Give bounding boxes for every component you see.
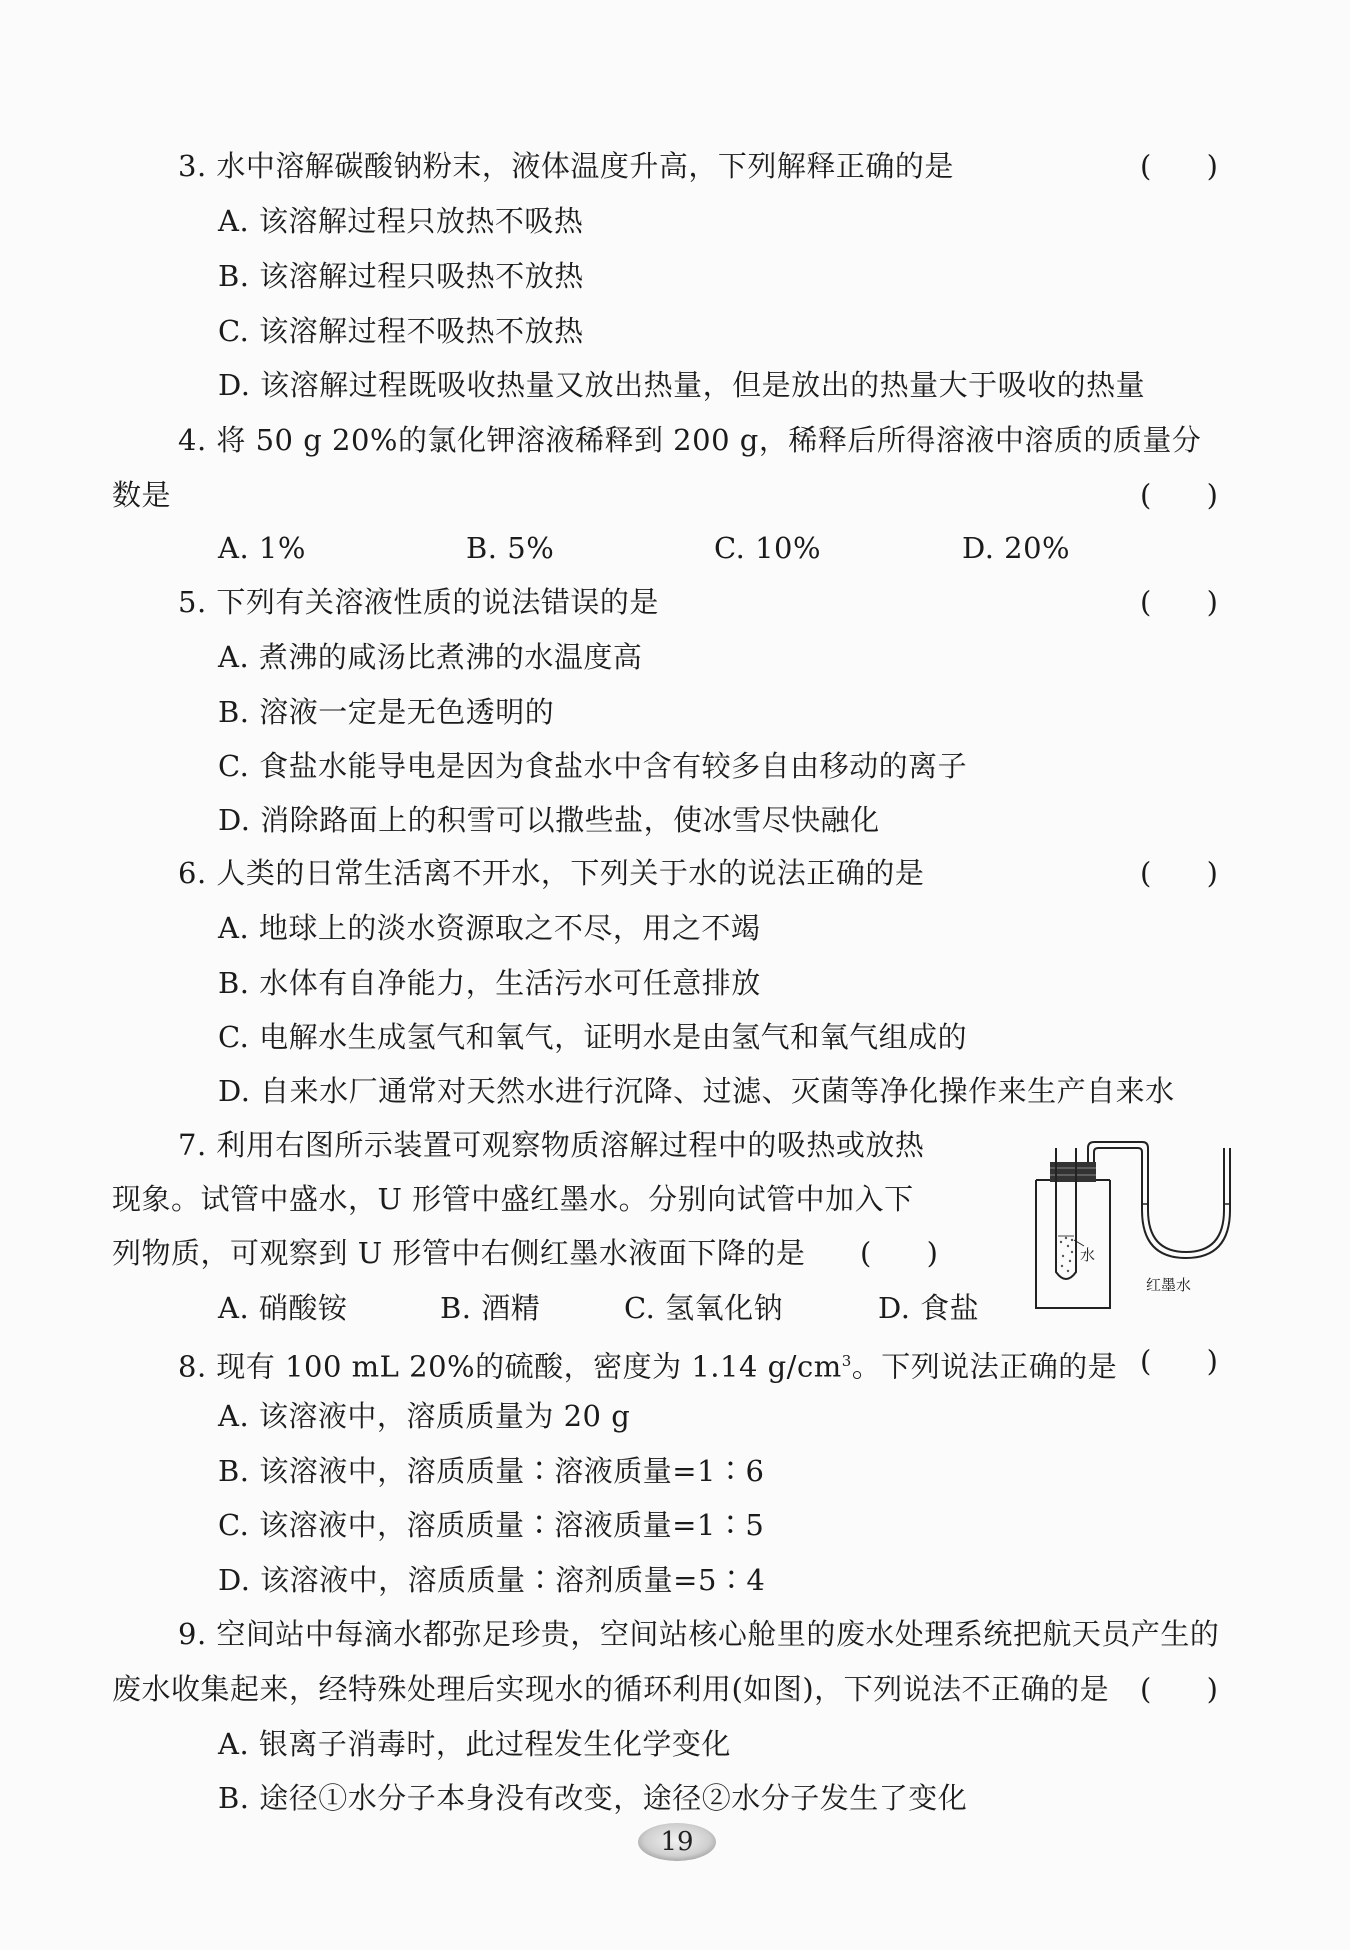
q7-option-d[interactable]: D. 食盐 bbox=[878, 1291, 980, 1325]
q3-option-d[interactable]: D. 该溶解过程既吸收热量又放出热量，但是放出的热量大于吸收的热量 bbox=[218, 368, 1146, 402]
q4-option-b[interactable]: B. 5% bbox=[466, 531, 555, 565]
q4-stem-continued: 数是 bbox=[112, 478, 172, 512]
q6-option-d[interactable]: D. 自来水厂通常对天然水进行沉降、过滤、灭菌等净化操作来生产自来水 bbox=[218, 1074, 1175, 1108]
q5-option-b[interactable]: B. 溶液一定是无色透明的 bbox=[218, 695, 555, 729]
q5-stem: 5. 下列有关溶液性质的说法错误的是 bbox=[178, 585, 659, 619]
q5-answer-paren[interactable]: ( ) bbox=[1140, 585, 1218, 619]
q4-option-c[interactable]: C. 10% bbox=[714, 531, 822, 565]
figure-label-red-ink: 红墨水 bbox=[1146, 1277, 1192, 1294]
page-number-badge bbox=[636, 1821, 718, 1863]
q9-option-a[interactable]: A. 银离子消毒时，此过程发生化学变化 bbox=[218, 1727, 731, 1761]
q8-answer-paren[interactable]: ( ) bbox=[1140, 1344, 1218, 1378]
q7-answer-paren[interactable]: ( ) bbox=[860, 1236, 938, 1270]
q7-options bbox=[218, 1288, 979, 1328]
u-tube bbox=[1088, 1142, 1224, 1252]
q9-stem-continued: 废水收集起来，经特殊处理后实现水的循环利用(如图)，下列说法不正确的是 bbox=[112, 1672, 1110, 1706]
q9-option-b[interactable]: B. 途径①水分子本身没有改变，途径②水分子发生了变化 bbox=[218, 1781, 968, 1815]
q8-stem bbox=[178, 1341, 1117, 1387]
figure-label-water: 水 bbox=[1080, 1247, 1096, 1264]
q3-option-b[interactable]: B. 该溶解过程只吸热不放热 bbox=[218, 259, 584, 293]
q6-answer-paren[interactable]: ( ) bbox=[1140, 856, 1218, 890]
q6-option-a[interactable]: A. 地球上的淡水资源取之不尽，用之不竭 bbox=[218, 911, 761, 945]
q8-stem-superscript: 3 bbox=[841, 1352, 852, 1370]
q8-option-a[interactable]: A. 该溶液中，溶质质量为 20 g bbox=[218, 1399, 631, 1433]
q7-option-b[interactable]: B. 酒精 bbox=[440, 1291, 541, 1325]
q4-stem: 4. 将 50 g 20%的氯化钾溶液稀释到 200 g，稀释后所得溶液中溶质的质量分 bbox=[178, 423, 1202, 457]
q3-stem: 3. 水中溶解碳酸钠粉末，液体温度升高，下列解释正确的是 bbox=[178, 149, 954, 183]
q8-stem-main: 8. 现有 100 mL 20%的硫酸，密度为 1.14 g/cm bbox=[178, 1349, 842, 1384]
q4-answer-paren[interactable]: ( ) bbox=[1140, 478, 1218, 512]
q8-option-b[interactable]: B. 该溶液中，溶质质量∶溶液质量=1∶6 bbox=[218, 1454, 765, 1488]
q8-option-d[interactable]: D. 该溶液中，溶质质量∶溶剂质量=5∶4 bbox=[218, 1563, 766, 1597]
q7-option-a[interactable]: A. 硝酸铵 bbox=[218, 1291, 348, 1325]
q6-option-b[interactable]: B. 水体有自净能力，生活污水可任意排放 bbox=[218, 966, 761, 1000]
q3-answer-paren[interactable]: ( ) bbox=[1140, 149, 1218, 183]
apparatus-figure bbox=[1028, 1140, 1238, 1320]
q5-option-c[interactable]: C. 食盐水能导电是因为食盐水中含有较多自由移动的离子 bbox=[218, 749, 968, 783]
q6-option-c[interactable]: C. 电解水生成氢气和氧气，证明水是由氢气和氧气组成的 bbox=[218, 1020, 968, 1054]
q7-stem-continued-2: 列物质，可观察到 U 形管中右侧红墨水液面下降的是 bbox=[112, 1236, 806, 1270]
q9-stem: 9. 空间站中每滴水都弥足珍贵，空间站核心舱里的废水处理系统把航天员产生的 bbox=[178, 1617, 1220, 1651]
q7-stem-continued-1: 现象。试管中盛水，U 形管中盛红墨水。分别向试管中加入下 bbox=[112, 1182, 914, 1216]
q8-option-c[interactable]: C. 该溶液中，溶质质量∶溶液质量=1∶5 bbox=[218, 1508, 765, 1542]
q9-answer-paren[interactable]: ( ) bbox=[1140, 1672, 1218, 1706]
q3-option-a[interactable]: A. 该溶解过程只放热不吸热 bbox=[218, 204, 584, 238]
q5-option-d[interactable]: D. 消除路面上的积雪可以撒些盐，使冰雪尽快融化 bbox=[218, 803, 880, 837]
q5-option-a[interactable]: A. 煮沸的咸汤比煮沸的水温度高 bbox=[218, 640, 643, 674]
q4-option-d[interactable]: D. 20% bbox=[962, 531, 1071, 565]
page-number: 19 bbox=[660, 1827, 694, 1857]
q8-stem-tail: 。下列说法正确的是 bbox=[851, 1349, 1118, 1384]
q3-option-c[interactable]: C. 该溶解过程不吸热不放热 bbox=[218, 314, 584, 348]
q6-stem: 6. 人类的日常生活离不开水，下列关于水的说法正确的是 bbox=[178, 856, 925, 890]
q7-option-c[interactable]: C. 氢氧化钠 bbox=[624, 1291, 784, 1325]
q7-stem: 7. 利用右图所示装置可观察物质溶解过程中的吸热或放热 bbox=[178, 1128, 925, 1162]
q4-options bbox=[218, 528, 1210, 568]
q4-option-a[interactable]: A. 1% bbox=[218, 531, 306, 565]
